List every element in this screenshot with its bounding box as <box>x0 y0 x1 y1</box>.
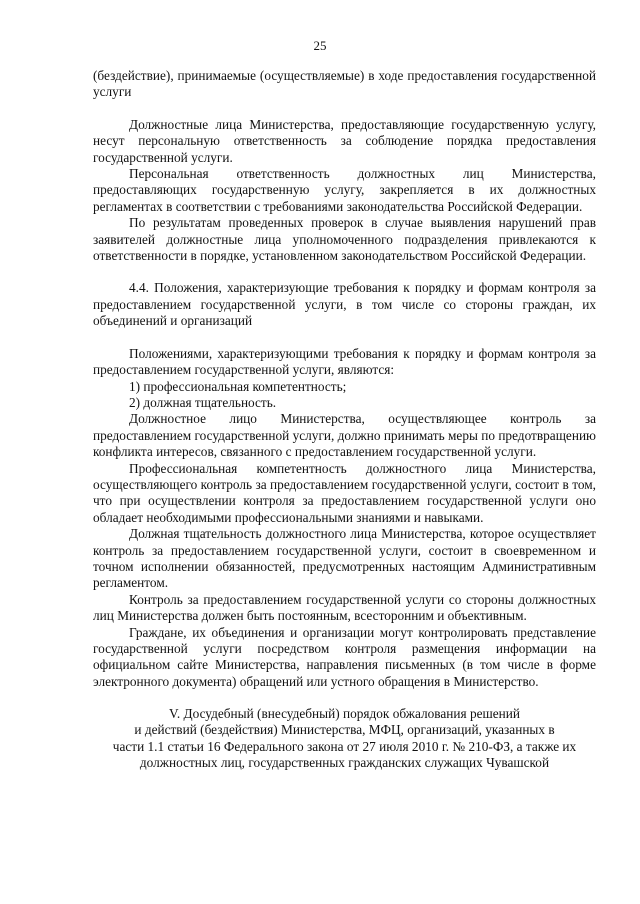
paragraph-inspection-results: По результатам проведенных проверок в случае выявления нарушений прав заявителей должностные лица уполномоченного подразделения привлекаются к ответственности в порядке, установленном законодательством Российской Федерации. <box>93 215 596 264</box>
section-heading-v <box>93 706 596 771</box>
document-body <box>93 68 596 771</box>
paragraph-due-diligence: Должная тщательность должностного лица Министерства, которое осуществляет контроль за предоставлением государственной услуги, состоит в своевременном и точном исполнении обязанностей, предусмотренных настоящим Административным регламентом. <box>93 526 596 591</box>
paragraph-citizens-control: Граждане, их объединения и организации могут контролировать представление государственной услуги посредством контроля размещения информации на официальном сайте Министерства, направления письменных (в том числе в форме электронного документа) обращений или устного обращения в Министерство. <box>93 624 596 689</box>
section-heading-v-line: V. Досудебный (внесудебный) порядок обжалования решений <box>168 706 520 722</box>
paragraph-continuation: (бездействие), принимаемые (осуществляемые) в ходе предоставления государственной услуги <box>93 68 596 100</box>
section-heading-v-line: части 1.1 статьи 16 Федерального закона от 27 июля 2010 г. № 210-ФЗ, а также их <box>112 738 577 754</box>
paragraph-professional-competence: Профессиональная компетентность должностного лица Министерства, осуществляющего контроль за предоставлением государственной услуги, состоит в том, что при осуществлении контроля за предоставлением государственной услуги оно обладает необходимыми профессиональными знаниями и навыками. <box>93 460 596 525</box>
page-number: 25 <box>313 38 327 53</box>
section-heading-v-line: и действий (бездействия) Министерства, МФЦ, организаций, указанных в <box>134 722 555 738</box>
paragraph-conflict-of-interest: Должностное лицо Министерства, осуществляющее контроль за предоставлением государственной услуги, должно принимать меры по предотвращению конфликта интересов, связанного с предоставлением государственной услуги. <box>93 411 596 460</box>
list-item-2: 2) должная тщательность. <box>129 394 277 410</box>
paragraph-responsibility: Должностные лица Министерства, предоставляющие государственную услугу, несут персональную ответственность за соблюдение порядка предоставления государственной услуги. <box>93 116 596 165</box>
section-heading-4-4: 4.4. Положения, характеризующие требования к порядку и формам контроля за предоставлением государственной услуги, в том числе со стороны граждан, их объединений и организаций <box>93 280 596 329</box>
paragraph-personal-responsibility: Персональная ответственность должностных лиц Министерства, предоставляющих государственную услугу, закрепляется в их должностных регламентах в соответствии с требованиями законодательства Российской Федерации. <box>93 166 596 214</box>
list-item-1: 1) профессиональная компетентность; <box>129 378 347 394</box>
paragraph-control-nature: Контроль за предоставлением государственной услуги со стороны должностных лиц Министерства должен быть постоянным, всесторонним и объективным. <box>93 591 596 624</box>
paragraph-control-requirements: Положениями, характеризующими требования к порядку и формам контроля за предоставлением государственной услуги, являются: <box>93 345 596 378</box>
section-heading-v-line: должностных лиц, государственных гражданских служащих Чувашской <box>139 754 550 770</box>
